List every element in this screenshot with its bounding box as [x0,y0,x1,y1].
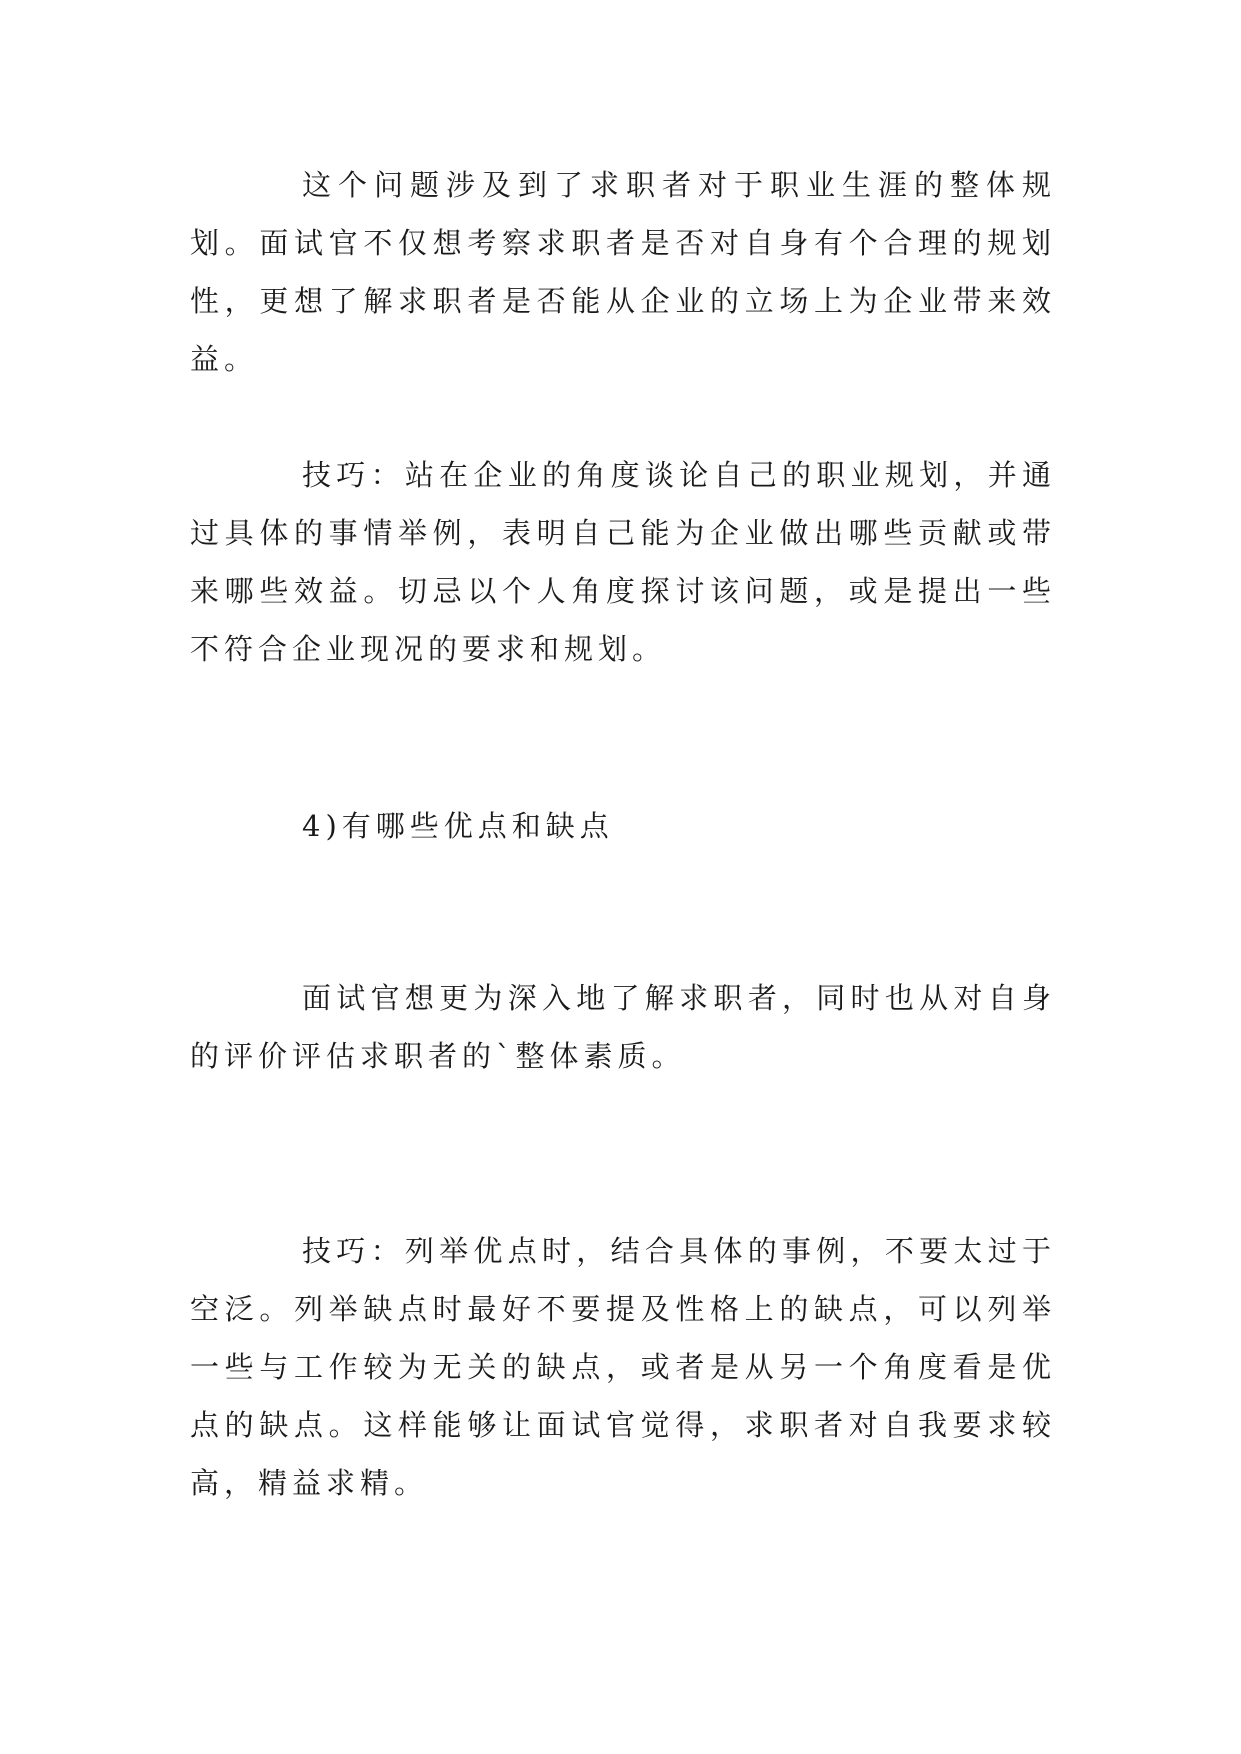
paragraph-strengths-weaknesses: 面试官想更为深入地了解求职者，同时也从对自身的评价评估求职者的`整体素质。 [190,981,1056,1073]
paragraph-tip-career-planning: 技巧：站在企业的角度谈论自己的职业规划，并通过具体的事情举例，表明自己能为企业做出哪些贡献或带来哪些效益。切忌以个人角度探讨该问题，或是提出一些不符合企业现况的要求和规划。 [190,458,1056,666]
section-heading-strengths-weaknesses: 4)有哪些优点和缺点 [302,809,614,843]
paragraph-career-planning: 这个问题涉及到了求职者对于职业生涯的整体规划。面试官不仅想考察求职者是否对自身有个合理的规划性，更想了解求职者是否能从企业的立场上为企业带来效益。 [190,168,1056,376]
paragraph-tip-strengths-weaknesses: 技巧：列举优点时，结合具体的事例，不要太过于空泛。列举缺点时最好不要提及性格上的缺点，可以列举一些与工作较为无关的缺点，或者是从另一个角度看是优点的缺点。这样能够让面试官觉得，求职者对自我要求较高，精益求精。 [190,1234,1056,1500]
